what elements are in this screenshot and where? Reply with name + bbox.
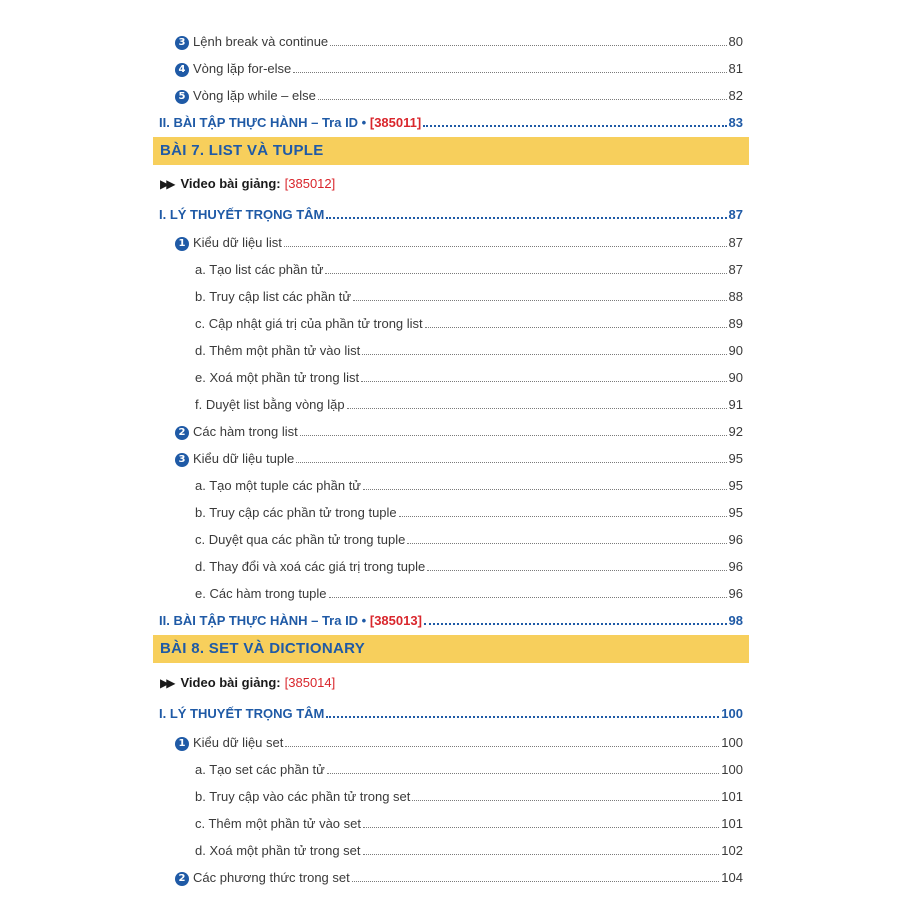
dot-leader [362, 353, 726, 355]
lesson-title: BÀI 8. SET VÀ DICTIONARY [160, 640, 365, 657]
entry-label: II. BÀI TẬP THỰC HÀNH – Tra ID • [159, 115, 367, 130]
entry-label: Các phương thức trong set [193, 870, 350, 885]
number-badge-icon: 1 [175, 237, 189, 251]
toc-entry-break-continue [175, 28, 743, 50]
entry-label: b. Truy cập vào các phần tử trong set [195, 789, 411, 804]
dot-leader [327, 772, 719, 774]
entry-label: d. Xoá một phần tử trong set [195, 843, 361, 858]
page-number: 100 [721, 762, 743, 777]
page-number: 83 [728, 115, 743, 130]
page-number: 90 [728, 370, 743, 385]
dot-leader [326, 715, 719, 718]
page-number: 88 [728, 289, 743, 304]
entry-label: c. Cập nhật giá trị của phần tử trong list [195, 316, 423, 331]
page-number: 102 [721, 843, 743, 858]
toc-entry-practice-6 [159, 109, 743, 131]
number-badge-icon: 2 [175, 426, 189, 440]
page-number: 101 [721, 789, 743, 804]
number-badge-icon: 5 [175, 90, 189, 104]
dot-leader [423, 124, 726, 127]
toc-subentry [195, 391, 743, 413]
dot-leader [326, 216, 726, 219]
dot-leader [424, 622, 727, 625]
toc-entry-set-type [175, 729, 743, 751]
dot-leader [318, 98, 727, 100]
video-label: Video bài giảng: [180, 176, 281, 191]
video-id: [385012] [284, 176, 336, 191]
number-badge-icon: 3 [175, 36, 189, 50]
toc-entry-while-else [175, 82, 743, 104]
entry-label: f. Duyệt list bằng vòng lặp [195, 397, 345, 412]
page-number: 95 [728, 451, 743, 466]
page-number: 91 [728, 397, 743, 412]
page-number: 96 [728, 586, 743, 601]
dot-leader [300, 434, 727, 436]
toc-subentry [195, 256, 743, 278]
page-number: 95 [728, 478, 743, 493]
entry-label: e. Các hàm trong tuple [195, 586, 327, 601]
page-number: 82 [728, 88, 743, 103]
video-id: [385014] [284, 675, 336, 690]
entry-label: Lệnh break và continue [193, 34, 329, 49]
dot-leader [296, 461, 726, 463]
page-number: 95 [728, 505, 743, 520]
entry-label: II. BÀI TẬP THỰC HÀNH – Tra ID • [159, 613, 367, 628]
entry-label: I. LÝ THUYẾT TRỌNG TÂM [159, 706, 325, 721]
toc-entry-for-else [175, 55, 743, 77]
video-lecture-line [160, 176, 335, 191]
entry-label: c. Thêm một phần tử vào set [195, 816, 361, 831]
dot-leader [284, 245, 727, 247]
toc-subentry [195, 283, 743, 305]
toc-subentry [195, 837, 743, 859]
entry-label: Kiểu dữ liệu list [193, 235, 282, 250]
dot-leader [347, 407, 727, 409]
dot-leader [363, 853, 720, 855]
lesson-8-header [153, 635, 749, 663]
toc-entry-theory [159, 201, 743, 223]
entry-label: e. Xoá một phần tử trong list [195, 370, 360, 385]
entry-label: a. Tạo list các phần tử [195, 262, 324, 277]
dot-leader [399, 515, 727, 517]
dot-leader [412, 799, 719, 801]
page-number: 104 [721, 870, 743, 885]
toc-subentry [195, 756, 743, 778]
entry-label: I. LÝ THUYẾT TRỌNG TÂM [159, 207, 325, 222]
entry-label: Vòng lặp for-else [193, 61, 292, 76]
page-number: 87 [728, 207, 743, 222]
toc-subentry [195, 810, 743, 832]
page-number: 96 [728, 559, 743, 574]
number-badge-icon: 3 [175, 453, 189, 467]
video-lecture-line [160, 675, 335, 690]
dot-leader [293, 71, 726, 73]
page-number: 80 [728, 34, 743, 49]
entry-label: b. Truy cập các phần tử trong tuple [195, 505, 397, 520]
toc-entry-practice-7 [159, 607, 743, 629]
number-badge-icon: 4 [175, 63, 189, 77]
toc-subentry [195, 580, 743, 602]
page-number: 100 [721, 706, 743, 721]
toc-subentry [195, 337, 743, 359]
toc-subentry [195, 310, 743, 332]
page-number: 98 [728, 613, 743, 628]
dot-leader [325, 272, 726, 274]
video-label: Video bài giảng: [180, 675, 281, 690]
page-number: 92 [728, 424, 743, 439]
number-badge-icon: 2 [175, 872, 189, 886]
dot-leader [427, 569, 726, 571]
number-badge-icon: 1 [175, 737, 189, 751]
toc-subentry [195, 553, 743, 575]
dot-leader [353, 299, 726, 301]
page-number: 101 [721, 816, 743, 831]
page-number: 90 [728, 343, 743, 358]
entry-label: c. Duyệt qua các phần tử trong tuple [195, 532, 406, 547]
toc-entry-tuple-type [175, 445, 743, 467]
toc-subentry [195, 526, 743, 548]
page-number: 100 [721, 735, 743, 750]
lesson-7-header [153, 137, 749, 165]
dot-leader [363, 488, 727, 490]
practice-id: [385013] [369, 613, 422, 628]
dot-leader [330, 44, 726, 46]
entry-label: d. Thêm một phần tử vào list [195, 343, 361, 358]
practice-id: [385011] [369, 115, 422, 130]
dot-leader [363, 826, 719, 828]
page-number: 96 [728, 532, 743, 547]
toc-entry-set-methods [175, 864, 743, 886]
dot-leader [425, 326, 727, 328]
entry-label: d. Thay đổi và xoá các giá trị trong tuple [195, 559, 426, 574]
page-number: 87 [728, 235, 743, 250]
toc-subentry [195, 364, 743, 386]
double-chevron-icon: ▶▶ [160, 675, 173, 690]
toc-entry-list-functions [175, 418, 743, 440]
toc-subentry [195, 783, 743, 805]
toc-subentry [195, 472, 743, 494]
lesson-title: BÀI 7. LIST VÀ TUPLE [160, 142, 324, 159]
toc-subentry [195, 499, 743, 521]
entry-label: Kiểu dữ liệu tuple [193, 451, 295, 466]
entry-label: a. Tạo set các phần tử [195, 762, 325, 777]
dot-leader [285, 745, 719, 747]
page-number: 89 [728, 316, 743, 331]
double-chevron-icon: ▶▶ [160, 176, 173, 191]
entry-label: Vòng lặp while – else [193, 88, 316, 103]
toc-entry-theory [159, 700, 743, 722]
entry-label: b. Truy cập list các phần tử [195, 289, 352, 304]
dot-leader [361, 380, 726, 382]
dot-leader [407, 542, 726, 544]
dot-leader [329, 596, 727, 598]
entry-label: a. Tạo một tuple các phần tử [195, 478, 362, 493]
page-number: 87 [728, 262, 743, 277]
entry-label: Kiểu dữ liệu set [193, 735, 284, 750]
entry-label: Các hàm trong list [193, 424, 298, 439]
dot-leader [352, 880, 720, 882]
page-number: 81 [728, 61, 743, 76]
toc-entry-list-type [175, 229, 743, 251]
